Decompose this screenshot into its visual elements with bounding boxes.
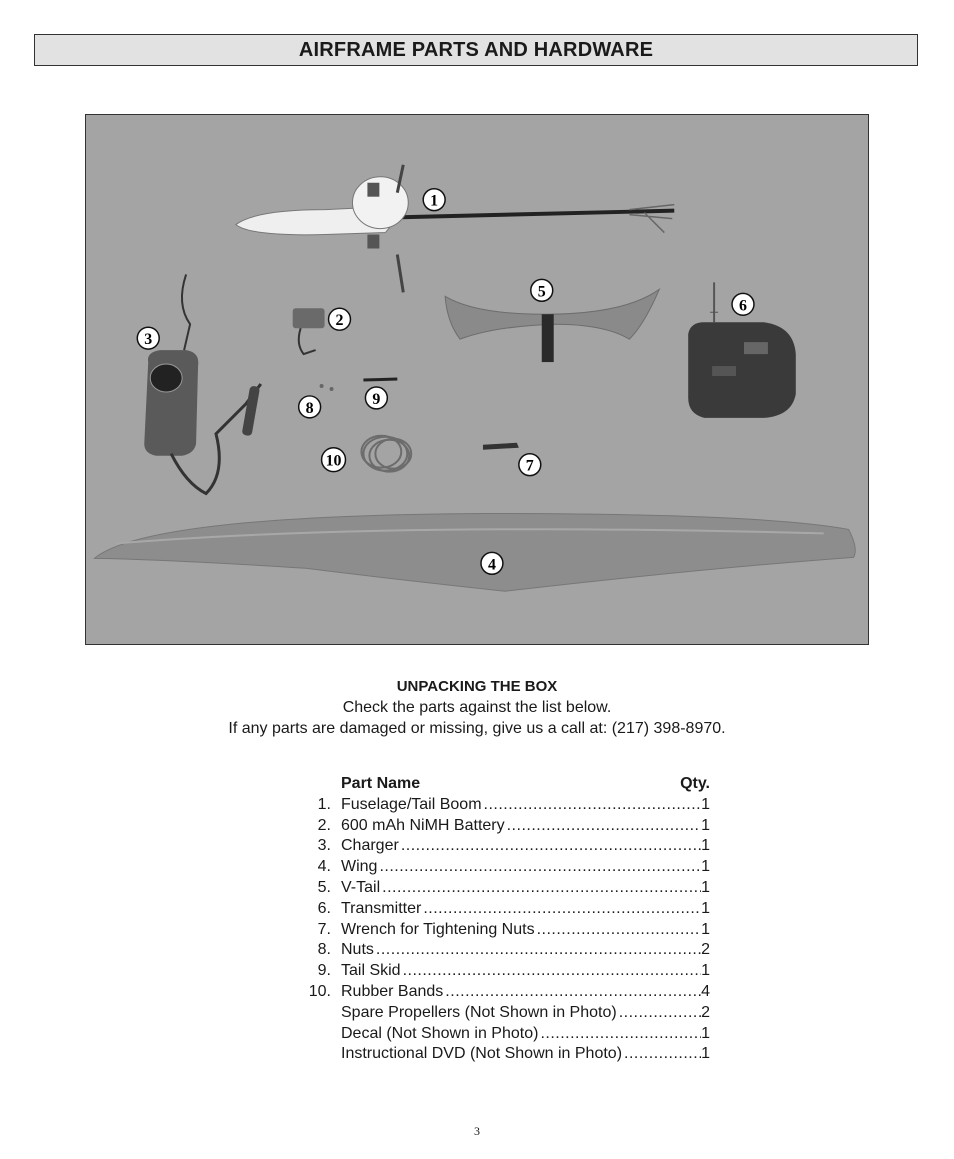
parts-list-item [290,1024,710,1045]
callout-label: 7 [525,457,534,475]
callout-label: 1 [430,192,439,210]
unpacking-line-1: Check the parts against the list below. [342,699,612,716]
parts-list-item [290,1003,710,1024]
item-qty: 1 [701,816,710,834]
wing-drawing [94,513,855,591]
parts-list-item [290,857,710,878]
nuts-drawing [320,384,334,391]
vtail-drawing [445,289,659,362]
dot-leader [538,1024,701,1045]
callout-4 [481,552,503,574]
callout-label: 4 [487,556,496,574]
column-qty: Qty. [680,775,710,792]
item-name: Decal (Not Shown in Photo) [341,1024,539,1042]
dot-leader [401,961,702,982]
callout-label: 5 [537,283,546,301]
item-number: 4. [317,858,331,876]
item-qty: 1 [701,858,710,876]
parts-list-item [290,940,710,961]
item-name: Nuts [341,941,374,959]
callout-label: 2 [335,312,344,330]
item-number: 7. [317,920,331,938]
dot-leader [377,857,701,878]
dot-leader [505,816,701,837]
callout-label: 6 [739,297,747,315]
item-name: 600 mAh NiMH Battery [341,816,505,834]
dot-leader [380,878,701,899]
item-name: V-Tail [341,878,381,896]
dot-leader [622,1044,701,1065]
item-name: Transmitter [341,899,422,917]
parts-list-item [290,878,710,899]
dot-leader [421,899,701,920]
section-header [34,34,918,66]
callout-7 [519,454,541,476]
item-number: 1. [317,795,331,813]
item-number: 8. [317,941,331,959]
callout-label: 8 [305,399,314,417]
callout-10 [322,448,346,472]
tailskid-drawing [363,379,397,380]
item-number: 10. [308,982,331,1000]
dot-leader [482,795,702,816]
dot-leader [443,982,701,1003]
callout-6 [732,293,754,315]
charger-drawing [144,274,261,493]
fuselage-drawing [236,165,674,293]
item-qty: 1 [701,878,710,896]
callout-2 [329,308,351,330]
item-name: Rubber Bands [341,982,444,1000]
item-name: Spare Propellers (Not Shown in Photo) [341,1003,617,1021]
section-title: AIRFRAME PARTS AND HARDWARE [298,38,654,61]
dot-leader [617,1003,701,1024]
parts-list-item [290,795,710,816]
item-qty: 1 [701,962,710,980]
callout-label: 3 [144,331,153,349]
item-name: Wing [341,858,378,876]
parts-photo [85,114,869,645]
battery-drawing [293,308,325,354]
item-number: 2. [317,816,331,834]
item-number: 5. [317,878,331,896]
parts-list-item [290,836,710,857]
item-qty: 2 [701,941,710,959]
column-part-name: Part Name [341,775,421,792]
item-number: 3. [317,837,331,855]
item-qty: 2 [701,1003,710,1021]
item-number: 9. [317,962,331,980]
callout-1 [423,189,445,211]
parts-list-item [290,920,710,941]
page-number: 3 [474,1124,480,1138]
parts-rows [290,795,710,1065]
item-qty: 1 [701,899,710,917]
parts-list-item [290,899,710,920]
parts-list-item [290,961,710,982]
item-qty: 1 [701,795,710,813]
callout-label: 9 [372,390,381,408]
rubberbands-drawing [361,436,411,472]
callout-5 [531,279,553,301]
unpacking-title: UNPACKING THE BOX [396,678,558,695]
parts-list-item [290,1044,710,1065]
item-name: Wrench for Tightening Nuts [341,920,535,938]
item-name: Fuselage/Tail Boom [341,795,482,813]
item-qty: 1 [701,1024,710,1042]
item-number: 6. [317,899,331,917]
parts-list [290,774,710,1065]
dot-leader [374,940,701,961]
callout-8 [299,396,321,418]
item-qty: 1 [701,837,710,855]
item-name: Tail Skid [341,962,401,980]
parts-illustration [86,115,868,644]
item-qty: 4 [701,982,710,1000]
dot-leader [399,836,701,857]
parts-list-item [290,982,710,1003]
item-name: Instructional DVD (Not Shown in Photo) [341,1045,623,1063]
item-number [290,1044,341,1065]
callout-label: 10 [325,452,342,470]
callout-9 [365,387,387,409]
unpacking-section [0,676,954,739]
parts-list-item [290,816,710,837]
wrench-drawing [483,443,519,450]
item-name: Charger [341,837,399,855]
item-number [290,1024,341,1045]
callout-3 [137,327,159,349]
item-number [290,1003,341,1024]
dot-leader [535,920,702,941]
unpacking-line-2: If any parts are damaged or missing, give us a call at: (217) 398-8970. [228,720,726,737]
item-qty: 1 [701,920,710,938]
parts-list-header [290,774,710,795]
item-qty: 1 [701,1045,710,1063]
